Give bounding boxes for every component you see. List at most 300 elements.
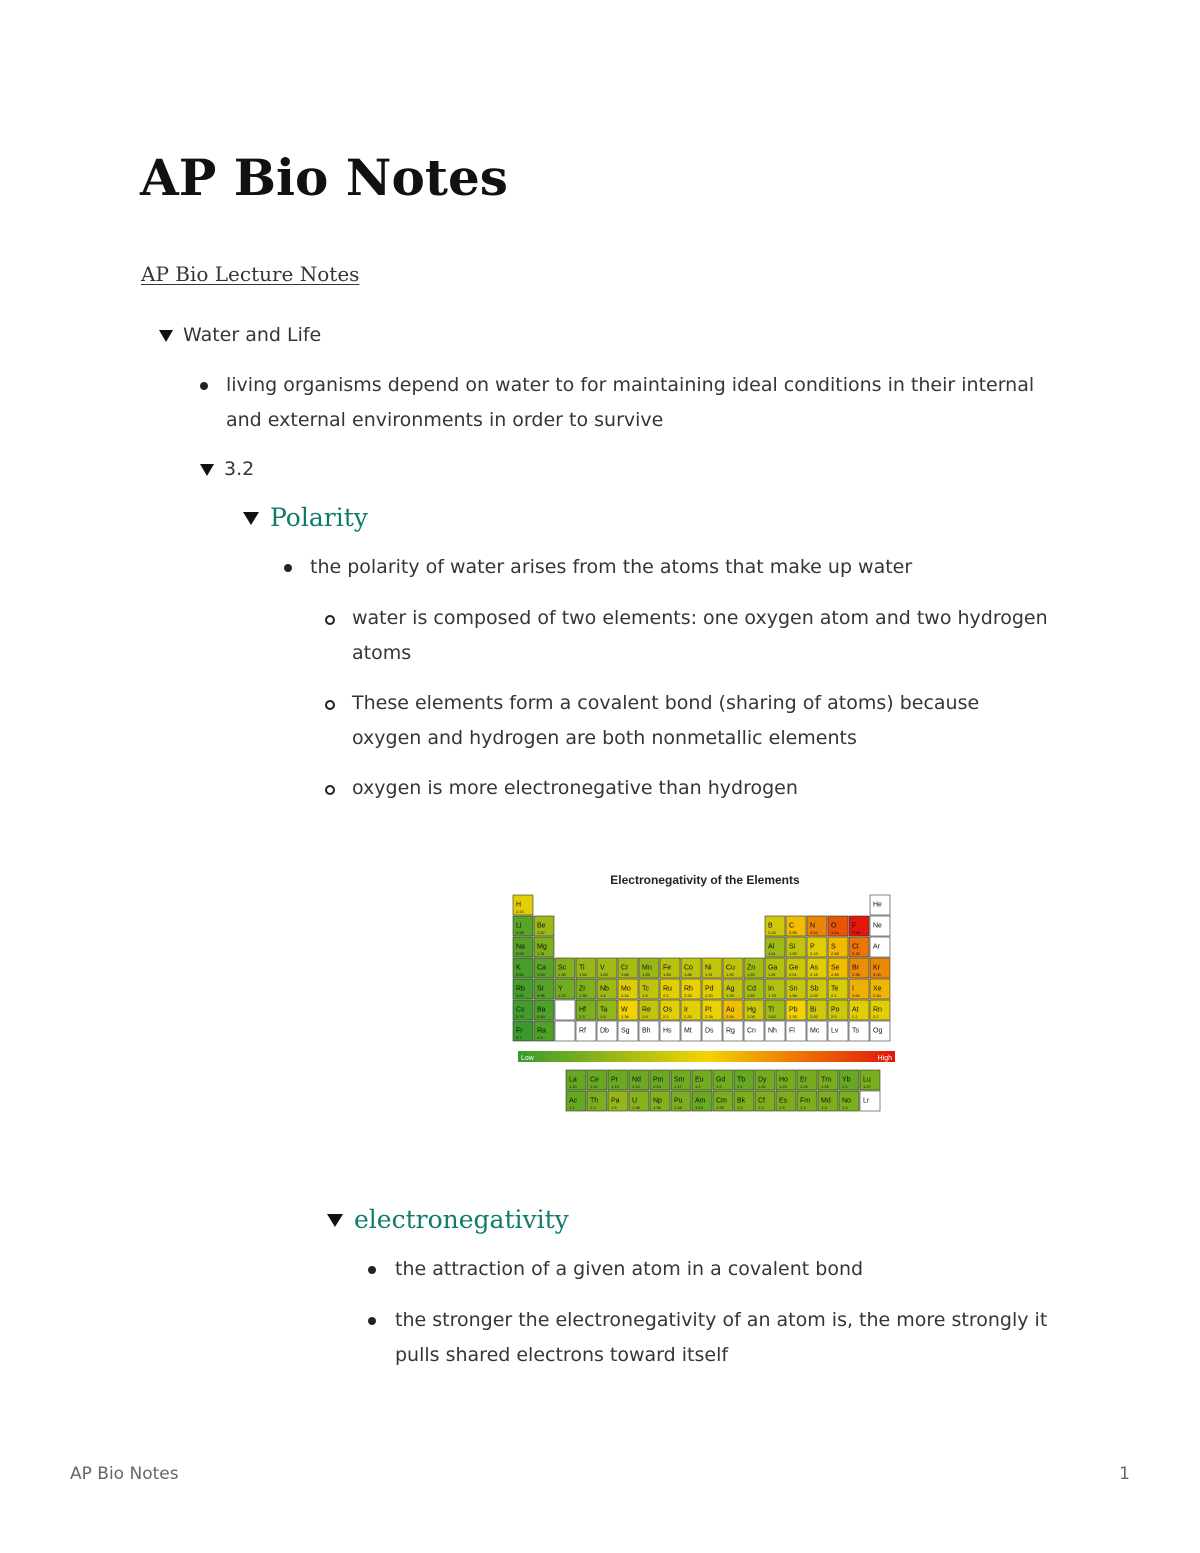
bullet-dot-icon: [368, 1317, 376, 1325]
element-cell-Cm: [713, 1091, 733, 1111]
electronegativity-figure: [505, 858, 900, 1128]
element-cell-Y: [555, 979, 575, 999]
element-cell-Pr: [608, 1070, 628, 1090]
element-symbol: Db: [600, 1027, 609, 1035]
element-value: 1.5: [600, 1014, 606, 1019]
element-symbol: Yb: [842, 1076, 851, 1084]
element-symbol: Cu: [726, 964, 735, 972]
element-cell-Rn: [870, 1000, 890, 1020]
element-value: 1.55: [642, 972, 650, 977]
element-cell-Er: [797, 1070, 817, 1090]
bullet-circle-icon: [325, 785, 335, 795]
element-value: 1.3: [590, 1105, 596, 1110]
toggle-triangle-icon: [243, 512, 259, 525]
element-value: 1.27: [863, 1084, 871, 1089]
element-cell-Pu: [671, 1091, 691, 1111]
element-cell-Mg: [534, 937, 554, 957]
element-value: 1.14: [632, 1084, 640, 1089]
element-cell-Ac: [566, 1091, 586, 1111]
element-value: 2.20: [516, 909, 524, 914]
element-cell-Dy: [755, 1070, 775, 1090]
element-symbol: Pa: [611, 1097, 620, 1105]
element-value: 1.9: [642, 1014, 648, 1019]
element-value: 1.28: [674, 1105, 682, 1110]
element-value: 2.2: [873, 1014, 879, 1019]
polarity-sub-bullet-3: oxygen is more electronegative than hydrogen: [352, 777, 798, 799]
toggle-water-and-life[interactable]: [159, 318, 321, 353]
element-symbol: Lu: [863, 1076, 871, 1084]
element-cell-Ru: [660, 979, 680, 999]
element-value: 3.16: [852, 951, 860, 956]
element-value: 1.28: [716, 1105, 724, 1110]
element-symbol: Mo: [621, 985, 631, 993]
element-cell-Fr: [513, 1021, 533, 1041]
element-symbol: U: [632, 1097, 638, 1105]
element-cell-Lu: [860, 1070, 880, 1090]
element-symbol: Mg: [537, 943, 547, 951]
element-value: 1.13: [611, 1084, 619, 1089]
element-symbol: Pd: [705, 985, 714, 993]
element-value: 1.22: [558, 993, 566, 998]
element-value: 1.38: [632, 1105, 640, 1110]
element-value: 0.79: [516, 1014, 524, 1019]
element-symbol: Al: [768, 943, 775, 951]
heading-electronegativity: electronegativity: [354, 1205, 569, 1234]
element-symbol: Ge: [789, 964, 799, 972]
element-value: 0.9: [537, 1035, 543, 1040]
element-cell-Np: [650, 1091, 670, 1111]
element-cell-Cu: [723, 958, 743, 978]
element-symbol: Pt: [705, 1006, 712, 1014]
element-symbol: Nd: [632, 1076, 641, 1084]
element-symbol: Tl: [768, 1006, 774, 1014]
element-value: 2.2: [663, 993, 669, 998]
bullet-dot-icon: [200, 382, 208, 390]
element-symbol: V: [600, 964, 605, 972]
element-symbol: Tm: [821, 1076, 832, 1084]
element-cell-C: [786, 916, 806, 936]
element-cell-Eu: [692, 1070, 712, 1090]
element-value: 1.93: [726, 993, 734, 998]
element-value: 1.17: [674, 1084, 682, 1089]
element-cell-Th: [587, 1091, 607, 1111]
element-cell-Pt: [702, 1000, 722, 1020]
element-symbol: F: [852, 922, 857, 930]
element-value: 1.1: [737, 1084, 743, 1089]
element-cell-He: [870, 895, 890, 915]
element-symbol: Ce: [590, 1076, 599, 1084]
lecture-notes-link[interactable]: AP Bio Lecture Notes: [141, 262, 360, 286]
element-value: 1.54: [579, 972, 587, 977]
element-cell-Hf: [576, 1000, 596, 1020]
element-symbol: Sc: [558, 964, 567, 972]
element-value: 1.36: [558, 972, 566, 977]
element-symbol: Ta: [600, 1006, 608, 1014]
element-value: 1.10: [569, 1084, 577, 1089]
element-symbol: Os: [663, 1006, 672, 1014]
element-value: 1.81: [768, 972, 776, 977]
element-cell-Nh: [765, 1021, 785, 1041]
element-cell-Rf: [576, 1021, 596, 1041]
element-symbol: Zr: [579, 985, 586, 993]
element-cell-Tc: [639, 979, 659, 999]
element-cell-Mo: [618, 979, 638, 999]
element-symbol: Cd: [747, 985, 756, 993]
element-value: 1.2: [716, 1084, 722, 1089]
element-cell-S: [828, 937, 848, 957]
bullet-circle-icon: [325, 700, 335, 710]
scale-high-label: High: [877, 1055, 892, 1062]
element-cell-Bk: [734, 1091, 754, 1111]
element-cell-Ge: [786, 958, 806, 978]
element-symbol: Mc: [810, 1027, 820, 1035]
element-cell-N: [807, 916, 827, 936]
element-cell-Ts: [849, 1021, 869, 1041]
element-cell-Fl: [786, 1021, 806, 1041]
element-value: 2.20: [705, 993, 713, 998]
element-value: 2.16: [621, 993, 629, 998]
element-symbol: Nh: [768, 1027, 777, 1035]
element-symbol: Np: [653, 1097, 662, 1105]
element-symbol: Ir: [684, 1006, 689, 1014]
element-symbol: Ni: [705, 964, 712, 972]
footer-document-title: AP Bio Notes: [70, 1464, 179, 1484]
element-symbol: S: [831, 943, 836, 951]
element-cell-Tl: [765, 1000, 785, 1020]
element-cell-bg: [555, 1000, 575, 1020]
element-cell-Ds: [702, 1021, 722, 1041]
element-symbol: Cn: [747, 1027, 756, 1035]
element-cell-Ta: [597, 1000, 617, 1020]
element-symbol: Ba: [537, 1006, 546, 1014]
element-cell-Nb: [597, 979, 617, 999]
element-cell-Ti: [576, 958, 596, 978]
element-symbol: Rh: [684, 985, 693, 993]
toggle-label-3-2: 3.2: [224, 458, 255, 480]
element-value: 2.20: [684, 1014, 692, 1019]
electronegativity-bullet-2: the stronger the electronegativity of an atom is, the more strongly it pulls shared electrons toward itself: [395, 1309, 1048, 1366]
element-value: 1.78: [768, 993, 776, 998]
element-symbol: Cr: [621, 964, 629, 972]
element-symbol: Am: [695, 1097, 706, 1105]
element-value: 1.57: [537, 930, 545, 935]
element-symbol: Fl: [789, 1027, 795, 1035]
element-value: 2.00: [747, 1014, 755, 1019]
element-symbol: Es: [779, 1097, 788, 1105]
element-cell-Fm: [797, 1091, 817, 1111]
element-symbol: Te: [831, 985, 839, 993]
element-symbol: Cs: [516, 1006, 525, 1014]
element-value: 0.98: [516, 930, 524, 935]
element-cell-bg: [555, 1021, 575, 1041]
element-value: 1.31: [537, 951, 545, 956]
element-value: 2.2: [663, 1014, 669, 1019]
element-cell-Sm: [671, 1070, 691, 1090]
element-symbol: Mt: [684, 1027, 692, 1035]
element-value: 1.3: [579, 1014, 585, 1019]
element-value: 1.90: [726, 972, 734, 977]
element-value: 1.1: [569, 1105, 575, 1110]
element-value: 3.00: [873, 972, 881, 977]
element-symbol: Fm: [800, 1097, 811, 1105]
element-value: 0.93: [516, 951, 524, 956]
element-symbol: Re: [642, 1006, 651, 1014]
element-cell-Mc: [807, 1021, 827, 1041]
toggle-triangle-icon: [327, 1214, 343, 1227]
element-cell-As: [807, 958, 827, 978]
element-value: 1.00: [537, 972, 545, 977]
element-cell-Zr: [576, 979, 596, 999]
element-value: 1.24: [800, 1084, 808, 1089]
element-cell-O: [828, 916, 848, 936]
element-symbol: Xe: [873, 985, 882, 993]
element-value: 3.44: [831, 930, 839, 935]
element-cell-K: [513, 958, 533, 978]
element-cell-Be: [534, 916, 554, 936]
element-symbol: Sm: [674, 1076, 685, 1084]
element-cell-empty-5-2: [555, 1000, 575, 1020]
water-life-bullet-1: living organisms depend on water to for maintaining ideal conditions in their internal and external environments in order to survive: [226, 374, 1035, 431]
element-value: 1.33: [579, 993, 587, 998]
element-symbol: Ac: [569, 1097, 578, 1105]
element-value: 2.55: [831, 972, 839, 977]
page-title: AP Bio Notes: [140, 148, 508, 207]
element-value: 0.89: [537, 1014, 545, 1019]
element-cell-Ho: [776, 1070, 796, 1090]
element-symbol: Nb: [600, 985, 609, 993]
element-cell-Nd: [629, 1070, 649, 1090]
element-cell-Cr: [618, 958, 638, 978]
periodic-table-image: [505, 858, 900, 1128]
element-cell-Zn: [744, 958, 764, 978]
element-value: 1.63: [600, 972, 608, 977]
element-value: 1.62: [768, 1014, 776, 1019]
element-value: 2.66: [852, 993, 860, 998]
element-value: 2.33: [789, 1014, 797, 1019]
element-cell-Cd: [744, 979, 764, 999]
element-cell-Ce: [587, 1070, 607, 1090]
element-symbol: Sr: [537, 985, 544, 993]
element-symbol: As: [810, 964, 819, 972]
element-symbol: Ru: [663, 985, 672, 993]
element-symbol: Ra: [537, 1027, 546, 1035]
element-cell-Ni: [702, 958, 722, 978]
element-value: 2.2: [852, 1014, 858, 1019]
element-symbol: Hg: [747, 1006, 756, 1014]
element-value: 3.04: [810, 930, 818, 935]
element-cell-Sg: [618, 1021, 638, 1041]
element-value: 1.66: [621, 972, 629, 977]
element-value: 1.1: [842, 1084, 848, 1089]
element-symbol: K: [516, 964, 521, 972]
element-value: 2.18: [810, 972, 818, 977]
element-cell-Kr: [870, 958, 890, 978]
element-symbol: Se: [831, 964, 840, 972]
element-symbol: N: [810, 922, 816, 930]
element-value: 1.3: [737, 1105, 743, 1110]
element-symbol: B: [768, 922, 773, 930]
element-symbol: Sg: [621, 1027, 630, 1035]
element-value: 3.98: [852, 930, 860, 935]
element-symbol: Be: [537, 922, 546, 930]
bullet-dot-icon: [368, 1266, 376, 1274]
element-symbol: At: [852, 1006, 859, 1014]
element-symbol: Co: [684, 964, 693, 972]
element-symbol: Er: [800, 1076, 807, 1084]
element-cell-empty-6-2: [555, 1021, 575, 1041]
element-cell-Ba: [534, 1000, 554, 1020]
element-symbol: Pu: [674, 1097, 683, 1105]
element-value: 0.7: [516, 1035, 522, 1040]
element-value: 1.36: [653, 1105, 661, 1110]
element-cell-Cs: [513, 1000, 533, 1020]
element-cell-F: [849, 916, 869, 936]
element-cell-Fe: [660, 958, 680, 978]
element-value: 1.83: [663, 972, 671, 977]
scale-low-label: Low: [521, 1055, 534, 1062]
element-value: 1.88: [684, 972, 692, 977]
element-cell-Pb: [786, 1000, 806, 1020]
element-value: 1.3: [758, 1105, 764, 1110]
element-value: 2.28: [684, 993, 692, 998]
element-value: 0.82: [516, 993, 524, 998]
element-symbol: Hs: [663, 1027, 672, 1035]
element-symbol: Eu: [695, 1076, 704, 1084]
element-cell-Ga: [765, 958, 785, 978]
element-symbol: W: [621, 1006, 628, 1014]
element-value: 2.05: [810, 993, 818, 998]
element-symbol: P: [810, 943, 815, 951]
element-cell-Os: [660, 1000, 680, 1020]
element-value: 1.3: [821, 1105, 827, 1110]
element-cell-Na: [513, 937, 533, 957]
element-cell-Mn: [639, 958, 659, 978]
element-cell-Tm: [818, 1070, 838, 1090]
element-symbol: I: [852, 985, 854, 993]
element-cell-Hs: [660, 1021, 680, 1041]
element-cell-Db: [597, 1021, 617, 1041]
element-symbol: Y: [558, 985, 563, 993]
element-value: 2.58: [831, 951, 839, 956]
element-cell-Es: [776, 1091, 796, 1111]
element-symbol: Pr: [611, 1076, 618, 1084]
element-symbol: Og: [873, 1027, 883, 1035]
element-symbol: Cf: [758, 1097, 765, 1105]
element-cell-Cf: [755, 1091, 775, 1111]
element-value: 2.19: [810, 951, 818, 956]
element-value: 2.02: [810, 1014, 818, 1019]
element-symbol: Po: [831, 1006, 840, 1014]
element-symbol: Fr: [516, 1027, 523, 1035]
element-symbol: Tc: [642, 985, 649, 993]
element-value: 2.0: [831, 1014, 837, 1019]
element-value: 2.1: [831, 993, 837, 998]
toggle-triangle-icon: [200, 464, 214, 476]
element-symbol: Ga: [768, 964, 778, 972]
element-cell-Hg: [744, 1000, 764, 1020]
element-cell-B: [765, 916, 785, 936]
element-value: 1.91: [705, 972, 713, 977]
element-cell-Ar: [870, 937, 890, 957]
element-value: 1.2: [695, 1084, 701, 1089]
element-symbol: Cl: [852, 943, 859, 951]
element-cell-Mt: [681, 1021, 701, 1041]
element-value: 1.13: [653, 1084, 661, 1089]
element-cell-Pd: [702, 979, 722, 999]
element-symbol: Bk: [737, 1097, 746, 1105]
element-symbol: Ti: [579, 964, 585, 972]
element-symbol: Ca: [537, 964, 546, 972]
element-value: 1.3: [800, 1105, 806, 1110]
scale-bar: [518, 1051, 895, 1062]
element-cell-Si: [786, 937, 806, 957]
element-cell-Te: [828, 979, 848, 999]
element-cell-Ne: [870, 916, 890, 936]
element-value: 2.01: [789, 972, 797, 977]
element-symbol: Bi: [810, 1006, 817, 1014]
toggle-electronegativity[interactable]: [327, 1200, 569, 1240]
element-symbol: In: [768, 985, 774, 993]
element-value: 2.36: [621, 1014, 629, 1019]
bullet-circle-icon: [325, 615, 335, 625]
element-symbol: Rn: [873, 1006, 882, 1014]
element-symbol: Br: [852, 964, 859, 972]
element-value: 1.23: [779, 1084, 787, 1089]
element-symbol: No: [842, 1097, 851, 1105]
element-symbol: Lr: [863, 1097, 870, 1105]
toggle-label-water-and-life: Water and Life: [183, 324, 322, 346]
element-cell-Sb: [807, 979, 827, 999]
element-cell-Au: [723, 1000, 743, 1020]
element-value: 2.96: [852, 972, 860, 977]
element-cell-Bh: [639, 1021, 659, 1041]
element-symbol: Dy: [758, 1076, 767, 1084]
element-symbol: C: [789, 922, 795, 930]
element-cell-Xe: [870, 979, 890, 999]
polarity-sub-bullet-1: water is composed of two elements: one oxygen atom and two hydrogen atoms: [352, 607, 1048, 664]
element-cell-V: [597, 958, 617, 978]
heading-polarity: Polarity: [270, 503, 368, 532]
element-value: 1.9: [642, 993, 648, 998]
figure-title: Electronegativity of the Elements: [610, 873, 800, 887]
element-value: 0.95: [537, 993, 545, 998]
element-cell-Sc: [555, 958, 575, 978]
element-cell-Tb: [734, 1070, 754, 1090]
element-cell-In: [765, 979, 785, 999]
element-cell-Yb: [839, 1070, 859, 1090]
element-cell-Pm: [650, 1070, 670, 1090]
element-symbol: Pm: [653, 1076, 664, 1084]
element-symbol: Hf: [579, 1006, 586, 1014]
element-symbol: H: [516, 901, 522, 909]
element-symbol: O: [831, 922, 837, 930]
element-cell-Md: [818, 1091, 838, 1111]
element-cell-U: [629, 1091, 649, 1111]
element-symbol: Na: [516, 943, 525, 951]
element-value: 1.25: [821, 1084, 829, 1089]
element-cell-Rh: [681, 979, 701, 999]
toggle-polarity[interactable]: [243, 498, 368, 538]
element-value: 1.5: [611, 1105, 617, 1110]
element-symbol: Bh: [642, 1027, 651, 1035]
element-symbol: Ts: [852, 1027, 859, 1035]
footer-page-number: 1: [1119, 1464, 1130, 1484]
toggle-3-2[interactable]: [200, 452, 254, 487]
element-cell-Al: [765, 937, 785, 957]
element-cell-Lv: [828, 1021, 848, 1041]
element-cell-Br: [849, 958, 869, 978]
element-cell-Ag: [723, 979, 743, 999]
